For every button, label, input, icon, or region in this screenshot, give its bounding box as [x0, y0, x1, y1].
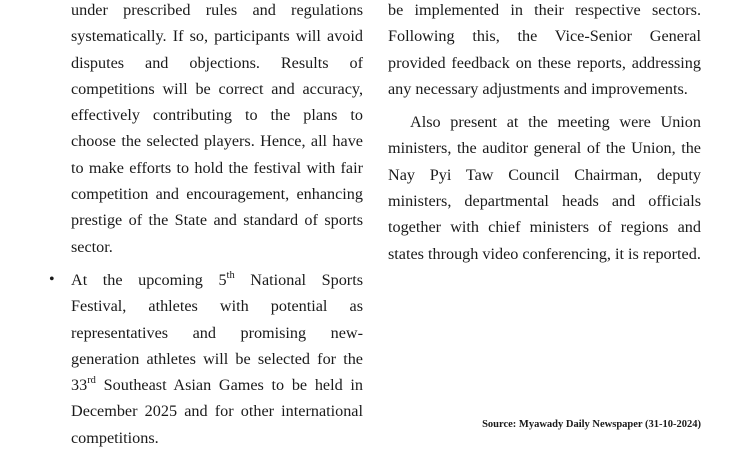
source-credit: Source: Myawady Daily Newspaper (31-10-2024): [482, 419, 701, 430]
right-paragraph-2: Also present at the meeting were Union ministers, the auditor general of the Union, the Nay Pyi Taw Council Chairman, deputy ministers, departmental heads and officials together with chief ministers of regions and states through video conferencing, it is reported.: [388, 113, 701, 263]
right-column: [388, 0, 701, 267]
bullet-text: [71, 267, 363, 451]
right-paragraph-1: be implemented in their respective sectors. Following this, the Vice-Senior General provided feedback on these reports, addressing any necessary adjustments and improvements.: [388, 1, 701, 98]
bullet-text-part-3: Southeast Asian Games to be held in December 2025 and for other international competitions.: [71, 376, 363, 447]
bullet-icon: •: [49, 270, 55, 288]
left-paragraph-1: under prescribed rules and regulations systematically. If so, participants will avoid disputes and objections. Results of competitions will be correct and accuracy, effectively contributing to the plans to choose the selected players. Hence, all have to make efforts to hold the festival with fair competition and encouragement, enhancing prestige of the State and standard of sports sector.: [71, 1, 363, 256]
bullet-text-part-1: At the upcoming 5: [71, 270, 227, 289]
left-column: [49, 0, 363, 451]
bullet-text-part-2: National Sports Festival, athletes with potential as representatives and promising new-generation athletes will be selected for the 33: [71, 270, 363, 395]
superscript-rd: rd: [87, 374, 96, 386]
bullet-item: [49, 267, 363, 451]
superscript-th: th: [226, 269, 235, 281]
